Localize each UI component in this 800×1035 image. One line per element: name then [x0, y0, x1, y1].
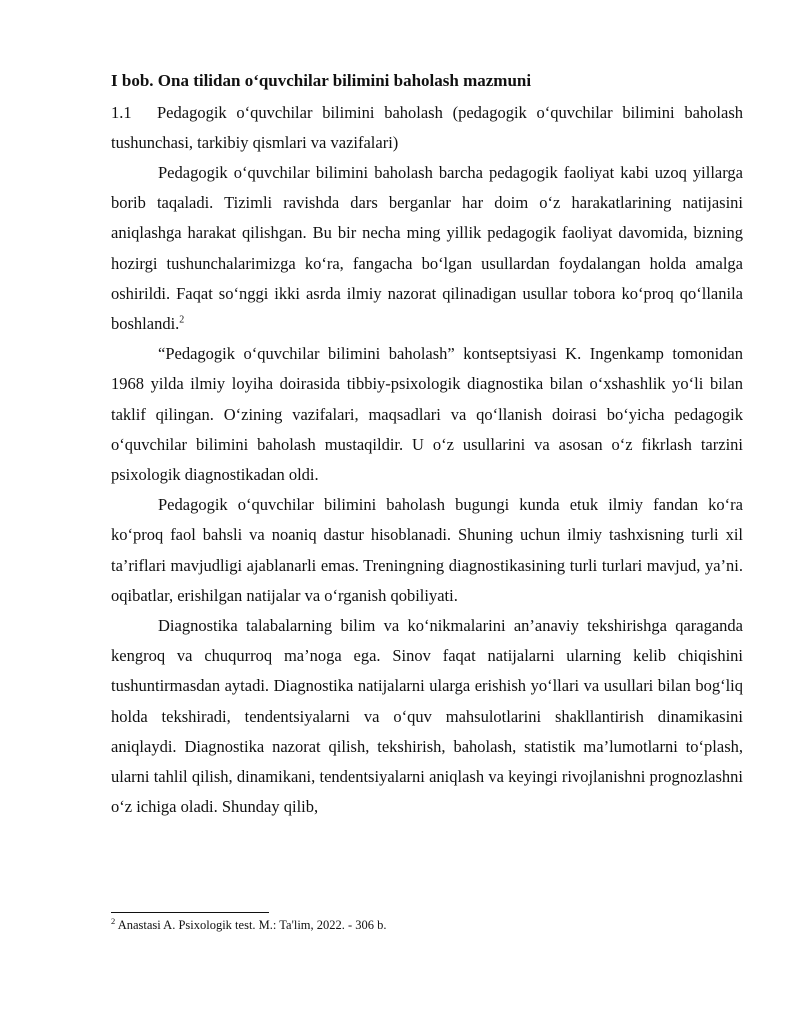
- footnote-text: Anastasi A. Psixologik test. M.: Ta'lim, 2022. - 306 b.: [117, 918, 387, 932]
- section-heading: [111, 98, 743, 158]
- chapter-title: I bob. Ona tilidan o‘quvchilar bilimini baholash mazmuni: [111, 71, 532, 90]
- footnote-reference[interactable]: 2: [179, 314, 185, 326]
- paragraph-1: [111, 158, 743, 339]
- paragraph-1-text: Pedagogik o‘quvchilar bilimini baholash barcha pedagogik faoliyat kabi uzoq yillarga borib taqaladi. Tizimli ravishda dars berganlar har doim o‘z harakatlarining natijasini aniqlashga harakat qilishgan. Bu bir necha ming yillik pedagogik faoliyat davomida, bizning hozirgi tushunchalarimizga ko‘ra, fangacha bo‘lgan usullardan foydalangan holda amalga oshirildi. Faqat so‘nggi ikki asrda ilmiy nazorat qilinadigan usullar tobora ko‘proq qo‘llanila boshlandi.: [111, 163, 743, 334]
- paragraph-3: Pedagogik o‘quvchilar bilimini baholash bugungi kunda etuk ilmiy fandan ko‘ra ko‘proq faol bahsli va noaniq dastur hisoblanadi. Shuning uchun ilmiy tashxisning turli xil ta’riflari mavjudligi ajablanarli emas. Treningning diagnostikasining turli turlari mavjud, ya’ni. oqibatlar, erishilgan natijalar va o‘rganish qobiliyati.: [111, 495, 743, 605]
- document-body: [111, 68, 743, 822]
- paragraph-4: Diagnostika talabalarning bilim va ko‘nikmalarini an’anaviy tekshirishga qaraganda kengroq va chuqurroq ma’noga ega. Sinov faqat natijalarni ularning kelib chiqishini tushuntirmasdan aytadi. Diagnostika natijalarni ularga erishish yo‘llari va usullari bilan bog‘liq holda tekshiradi, tendentsiyalarni va o‘quv mahsulotlarini shakllantirish dinamikasini aniqlaydi. Diagnostika nazorat qilish, tekshirish, baholash, statistik ma’lumotlarni to‘plash, ularni tahlil qilish, dinamikani, tendentsiyalarni aniqlash va keyingi rivojlanishni prognozlashni o‘z ichiga oladi. Shunday qilib,: [111, 616, 743, 817]
- section-number: 1.1: [111, 103, 132, 122]
- paragraph-2: “Pedagogik o‘quvchilar bilimini baholash” kontseptsiyasi K. Ingenkamp tomonidan 1968 yilda ilmiy loyiha doirasida tibbiy-psixologik diagnostika bilan o‘xshashlik yo‘li bilan taklif qilingan. O‘zining vazifalari, maqsadlari va qo‘llanish doirasi bo‘yicha pedagogik o‘quvchilar bilimini baholash mustaqildir. U o‘z usullarini va asosan o‘z fikrlash tarzini psixologik diagnostikadan oldi.: [111, 344, 743, 485]
- footnote-marker: 2: [111, 915, 116, 926]
- section-title: Pedagogik o‘quvchilar bilimini baholash (pedagogik o‘quvchilar bilimini baholash tushunchasi, tarkibiy qismlari va vazifalari): [111, 103, 743, 152]
- footnote-divider: [111, 912, 269, 913]
- footnote: [111, 916, 743, 934]
